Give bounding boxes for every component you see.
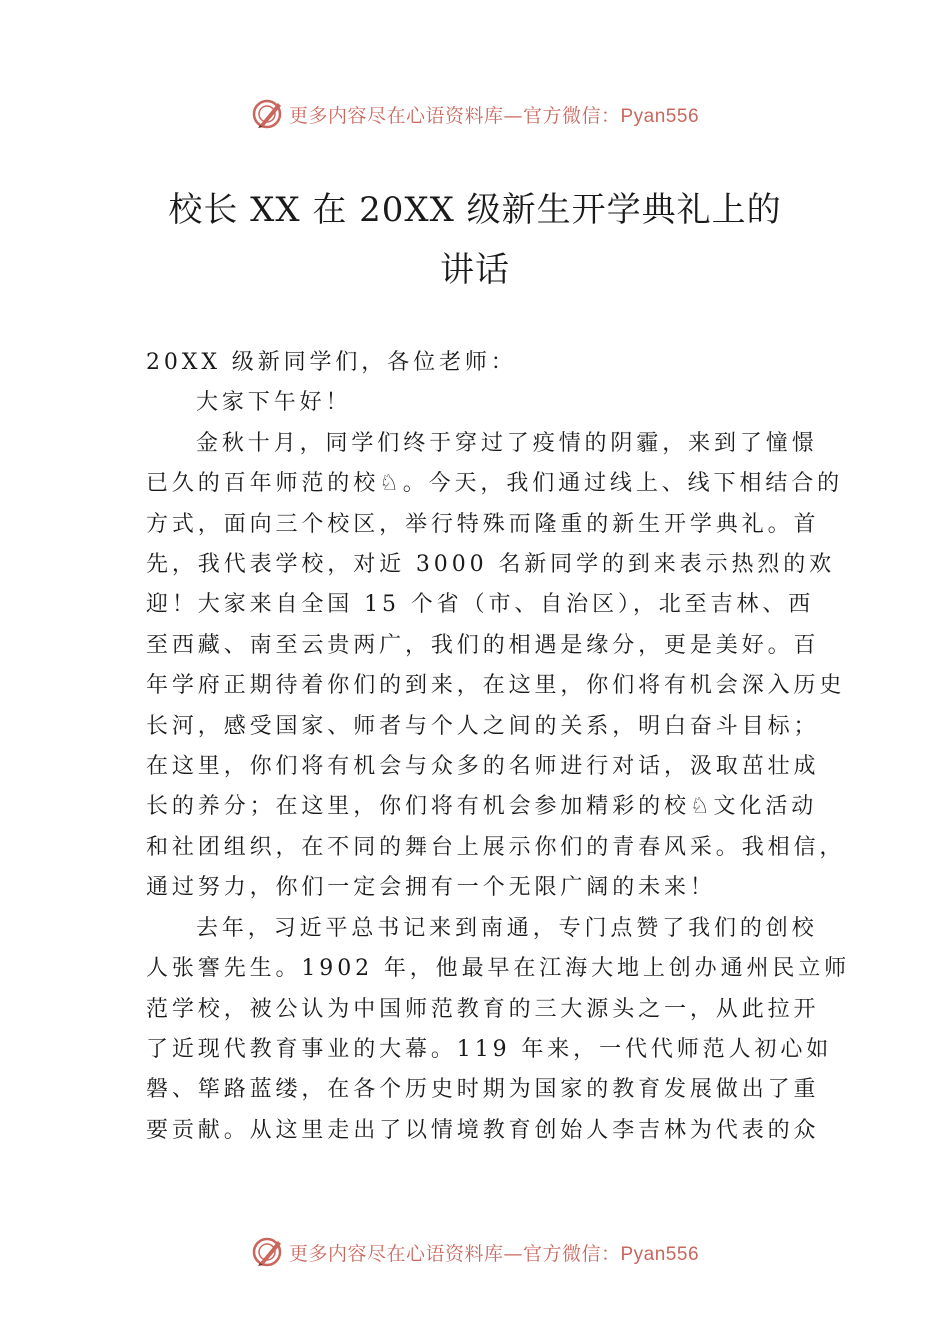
paragraph-line: 了近现代教育事业的大幕。119 年来，一代代师范人初心如 [146,1036,833,1062]
paragraph-line: 在这里，你们将有机会与众多的名师进行对话，汲取茁壮成 [146,754,820,780]
pen-emblem-icon [251,97,285,131]
paragraph-line: 要贡献。从这里走出了以情境教育创始人李吉林为代表的众 [146,1117,820,1143]
paragraph-line: 通过努力，你们一定会拥有一个无限广阔的未来！ [146,875,716,901]
banner-slogan: 更多内容尽在心语资料库—官方微信： [288,1242,621,1265]
paragraph-line: 长河，感受国家、师者与个人之间的关系，明白奋斗目标； [146,713,820,739]
footer-banner [0,1230,950,1274]
paragraph-line: 迎！大家来自全国 15 个省（市、自治区），北至吉林、西 [146,592,815,618]
pen-emblem-icon [251,1235,285,1269]
paragraph-line: 范学校，被公认为中国师范教育的三大源头之一，从此拉开 [146,996,820,1022]
title-line-2: 讲话 [440,250,510,290]
banner-wechat-id: Pyan556 [620,105,700,127]
banner-wechat-id: Pyan556 [620,1243,700,1265]
title-line-1: 校长 XX 在 20XX 级新生开学典礼上的 [168,190,782,230]
paragraph-line: 方式，面向三个校区，举行特殊而隆重的新生开学典礼。首 [146,511,820,537]
header-banner [0,92,950,136]
footer-banner-text [289,1239,699,1266]
paragraph-line: 人张謇先生。1902 年，他最早在江海大地上创办通州民立师 [146,956,851,982]
paragraph-line: 去年，习近平总书记来到南通，专门点赞了我们的创校 [196,915,818,941]
greeting-line: 大家下午好！ [196,390,352,416]
paragraph-line: 年学府正期待着你们的到来，在这里，你们将有机会深入历史 [146,673,846,699]
paragraph-line: 先，我代表学校，对近 3000 名新同学的到来表示热烈的欢 [146,552,836,578]
paragraph-line: 已久的百年师范的校♘。今天，我们通过线上、线下相结合的 [146,471,844,497]
paragraph-line: 和社团组织，在不同的舞台上展示你们的青春风采。我相信， [146,834,846,860]
salutation-line: 20XX 级新同学们，各位老师： [146,350,517,375]
document-body [146,343,851,1151]
paragraph-line: 至西藏、南至云贵两广，我们的相遇是缘分，更是美好。百 [146,632,820,658]
paragraph-line: 磐、筚路蓝缕，在各个历史时期为国家的教育发展做出了重 [146,1077,820,1103]
banner-slogan: 更多内容尽在心语资料库—官方微信： [288,104,621,127]
paragraph-line: 长的养分；在这里，你们将有机会参加精彩的校♘文化活动 [146,794,818,820]
header-banner-text [289,101,699,128]
document-title [0,180,950,300]
paragraph-line: 金秋十月，同学们终于穿过了疫情的阴霾，来到了憧憬 [196,430,818,456]
